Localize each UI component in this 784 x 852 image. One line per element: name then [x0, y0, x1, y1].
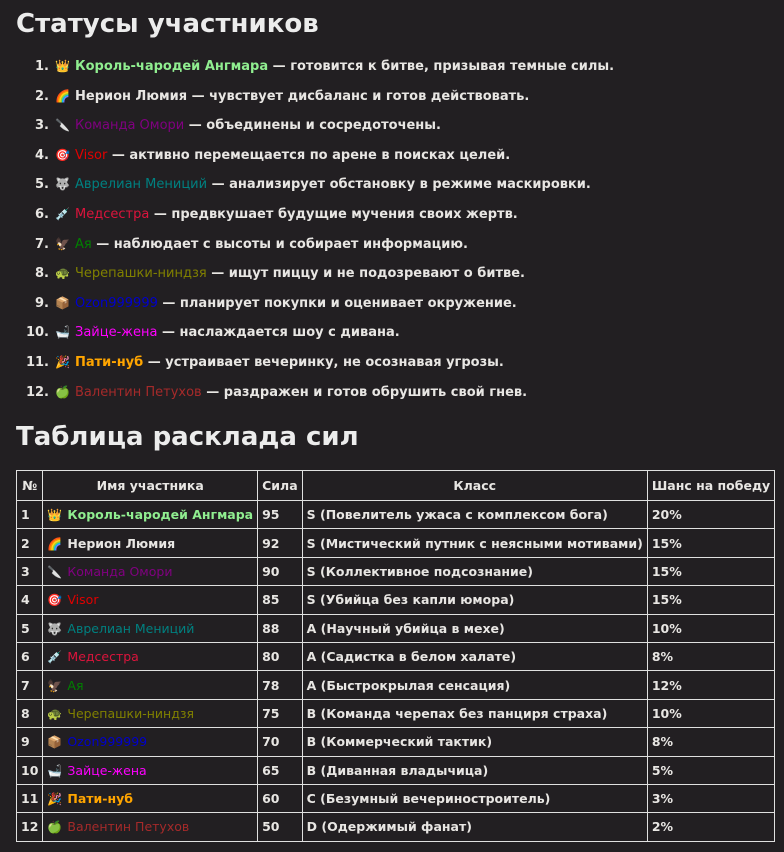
cell-chance: 10%	[647, 699, 774, 727]
item-number: 9.	[35, 295, 49, 311]
participant-status: — ищут пиццу и не подозревают о битве.	[211, 266, 525, 282]
cell-power: 75	[258, 699, 303, 727]
participant-name: Visor	[67, 592, 99, 608]
cell-chance: 15%	[647, 586, 774, 614]
turtle-icon: 🐢	[47, 706, 63, 721]
syringe-icon: 💉	[47, 650, 63, 665]
cell-power: 80	[258, 642, 303, 670]
list-item	[0, 170, 614, 200]
cell-number: 11	[17, 784, 43, 812]
wolf-icon: 🐺	[55, 177, 70, 192]
cell-name	[43, 586, 258, 614]
participant-name: Зайце-жена	[75, 325, 158, 341]
table-row	[17, 614, 775, 642]
cell-class: A (Быстрокрылая сенсация)	[302, 671, 647, 699]
participant-status: — объединены и сосредоточены.	[188, 118, 441, 134]
participant-name: Ая	[75, 236, 92, 252]
list-item	[0, 289, 614, 319]
item-number: 2.	[35, 88, 49, 104]
table-row	[17, 501, 775, 529]
cell-chance: 10%	[647, 614, 774, 642]
item-number: 4.	[35, 147, 49, 163]
cell-number: 4	[17, 586, 43, 614]
participant-name: Медсестра	[67, 649, 139, 665]
participant-name: Ая	[67, 677, 84, 693]
cell-number: 6	[17, 642, 43, 670]
item-number: 8.	[35, 266, 49, 282]
item-number: 12.	[25, 384, 49, 400]
cell-name	[43, 529, 258, 557]
cell-chance: 8%	[647, 642, 774, 670]
item-number: 1.	[35, 59, 49, 74]
table-row	[17, 784, 775, 812]
participant-status: — планирует покупки и оценивает окружение.	[162, 295, 517, 311]
participant-name: Черепашки-ниндзя	[67, 705, 195, 721]
table-row	[17, 586, 775, 614]
table-row	[17, 813, 775, 841]
green-apple-icon: 🍏	[55, 384, 70, 399]
participant-name: Черепашки-ниндзя	[75, 266, 207, 282]
cell-power: 95	[258, 501, 303, 529]
cell-name	[43, 699, 258, 727]
participant-name: Команда Омори	[67, 563, 173, 579]
participant-status: — устраивает вечеринку, не осознавая угрозы.	[147, 354, 504, 370]
cell-power: 70	[258, 728, 303, 756]
cell-number: 2	[17, 529, 43, 557]
participant-name: Ozon999999	[75, 295, 158, 311]
list-item	[0, 141, 614, 171]
cell-name	[43, 784, 258, 812]
participant-name: Медсестра	[75, 206, 150, 222]
crown-icon: 👑	[47, 508, 63, 523]
participant-name: Нерион Люмия	[75, 88, 188, 104]
knife-icon: 🔪	[47, 564, 63, 579]
cell-power: 65	[258, 756, 303, 784]
item-number: 10.	[25, 325, 49, 341]
party-popper-icon: 🎉	[55, 354, 70, 369]
list-item	[0, 52, 614, 82]
rainbow-icon: 🌈	[47, 536, 63, 551]
participant-name: Валентин Петухов	[75, 384, 202, 400]
cell-class: A (Научный убийца в мехе)	[302, 614, 647, 642]
col-class: Класс	[302, 471, 647, 501]
cell-power: 50	[258, 813, 303, 841]
cell-chance: 8%	[647, 728, 774, 756]
cell-class: B (Коммерческий тактик)	[302, 728, 647, 756]
list-item	[0, 348, 614, 378]
list-item	[0, 318, 614, 348]
table-row	[17, 642, 775, 670]
participant-status: — готовится к битве, призывая темные силы.	[272, 59, 615, 74]
cell-name	[43, 614, 258, 642]
bathtub-icon: 🛁	[47, 763, 63, 778]
cell-class: S (Убийца без капли юмора)	[302, 586, 647, 614]
cell-name	[43, 671, 258, 699]
participant-name: Пати-нуб	[75, 354, 144, 370]
target-icon: 🎯	[55, 147, 70, 162]
cell-class: B (Команда черепах без панциря страха)	[302, 699, 647, 727]
party-popper-icon: 🎉	[47, 792, 63, 807]
participant-status: — наслаждается шоу с дивана.	[162, 325, 400, 341]
cell-number: 5	[17, 614, 43, 642]
eagle-icon: 🦅	[47, 678, 63, 693]
cell-name	[43, 756, 258, 784]
cell-name	[43, 642, 258, 670]
participant-status: — наблюдает с высоты и собирает информацию.	[96, 236, 468, 252]
participant-name: Аврелиан Мениций	[75, 177, 208, 193]
rainbow-icon: 🌈	[55, 88, 70, 103]
cell-chance: 20%	[647, 501, 774, 529]
cell-chance: 15%	[647, 557, 774, 585]
col-name: Имя участника	[43, 471, 258, 501]
list-item	[0, 378, 614, 408]
forces-table	[16, 470, 775, 842]
table-row	[17, 699, 775, 727]
item-number: 7.	[35, 236, 49, 252]
cell-power: 92	[258, 529, 303, 557]
participant-name: Ozon999999	[67, 734, 148, 750]
participant-name: Валентин Петухов	[67, 819, 190, 835]
bathtub-icon: 🛁	[55, 325, 70, 340]
cell-number: 1	[17, 501, 43, 529]
table-row	[17, 756, 775, 784]
statuses-title: Статусы участников	[16, 9, 319, 39]
list-item	[0, 82, 614, 112]
cell-chance: 3%	[647, 784, 774, 812]
cell-class: D (Одержимый фанат)	[302, 813, 647, 841]
package-icon: 📦	[55, 295, 70, 310]
cell-chance: 5%	[647, 756, 774, 784]
target-icon: 🎯	[47, 593, 63, 608]
cell-power: 60	[258, 784, 303, 812]
turtle-icon: 🐢	[55, 266, 70, 281]
participant-name: Команда Омори	[75, 118, 185, 134]
cell-chance: 2%	[647, 813, 774, 841]
participant-name: Нерион Люмия	[67, 535, 176, 551]
cell-number: 7	[17, 671, 43, 699]
cell-number: 9	[17, 728, 43, 756]
table-row	[17, 529, 775, 557]
syringe-icon: 💉	[55, 206, 70, 221]
cell-power: 88	[258, 614, 303, 642]
cell-chance: 15%	[647, 529, 774, 557]
cell-class: S (Повелитель ужаса с комплексом бога)	[302, 501, 647, 529]
cell-number: 3	[17, 557, 43, 585]
participant-name: Король-чародей Ангмара	[75, 59, 269, 74]
list-item	[0, 200, 614, 230]
cell-number: 10	[17, 756, 43, 784]
list-item	[0, 259, 614, 289]
participant-name: Король-чародей Ангмара	[67, 507, 254, 523]
eagle-icon: 🦅	[55, 236, 70, 251]
cell-name	[43, 557, 258, 585]
cell-class: C (Безумный вечериностроитель)	[302, 784, 647, 812]
cell-chance: 12%	[647, 671, 774, 699]
knife-icon: 🔪	[55, 118, 70, 133]
cell-power: 90	[258, 557, 303, 585]
participant-status: — активно перемещается по арене в поисках целей.	[111, 147, 511, 163]
col-number: №	[17, 471, 43, 501]
cell-class: S (Коллективное подсознание)	[302, 557, 647, 585]
item-number: 11.	[25, 354, 49, 370]
list-item	[0, 111, 614, 141]
participant-status: — анализирует обстановку в режиме маскировки.	[211, 177, 591, 193]
col-power: Сила	[258, 471, 303, 501]
cell-name	[43, 813, 258, 841]
cell-name	[43, 501, 258, 529]
table-row	[17, 557, 775, 585]
participant-name: Visor	[75, 147, 108, 163]
participant-status: — раздражен и готов обрушить свой гнев.	[206, 384, 528, 400]
package-icon: 📦	[47, 735, 63, 750]
item-number: 3.	[35, 118, 49, 134]
cell-name	[43, 728, 258, 756]
col-chance: Шанс на победу	[647, 471, 774, 501]
list-item	[0, 230, 614, 260]
cell-class: S (Мистический путник с неясными мотивами)	[302, 529, 647, 557]
table-row	[17, 728, 775, 756]
cell-class: B (Диванная владычица)	[302, 756, 647, 784]
cell-class: A (Садистка в белом халате)	[302, 642, 647, 670]
participant-name: Пати-нуб	[67, 791, 134, 807]
item-number: 5.	[35, 177, 49, 193]
status-list	[0, 52, 614, 407]
crown-icon: 👑	[55, 59, 70, 73]
participant-status: — предвкушает будущие мучения своих жертв.	[153, 206, 518, 222]
item-number: 6.	[35, 206, 49, 222]
green-apple-icon: 🍏	[47, 820, 63, 835]
wolf-icon: 🐺	[47, 621, 63, 636]
participant-status: — чувствует дисбаланс и готов действовать.	[191, 88, 530, 104]
participant-name: Зайце-жена	[67, 762, 147, 778]
table-header-row	[17, 471, 775, 501]
cell-power: 78	[258, 671, 303, 699]
table-row	[17, 671, 775, 699]
participant-name: Аврелиан Мениций	[67, 620, 195, 636]
table-title: Таблица расклада сил	[16, 422, 359, 452]
cell-power: 85	[258, 586, 303, 614]
cell-number: 12	[17, 813, 43, 841]
cell-number: 8	[17, 699, 43, 727]
